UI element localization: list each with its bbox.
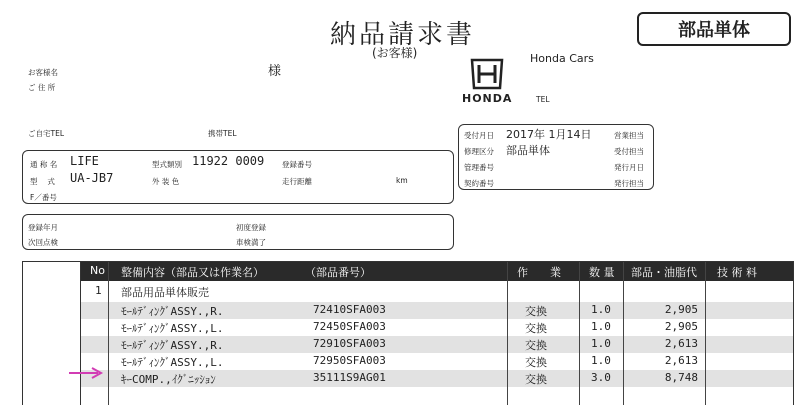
issue-date-label: 発行月日 [614,163,644,172]
mgmt-label: 管理番号 [464,163,494,172]
mileage-unit: km [396,176,408,185]
inspection-expiry-label: 車検満了 [236,238,266,247]
section-no: 1 [95,284,102,297]
item-price: 2,905 [664,303,698,316]
mileage-label: 走行距離 [282,177,312,186]
table-row [81,302,793,319]
customer-address-label: ご 住 所 [28,83,56,92]
header-price: 部品・油脂代 [631,266,697,279]
item-part-no: 35111S9AG01 [313,371,386,384]
table-header [81,262,793,281]
document-title: 納品請求書 [330,20,476,50]
issuer-label: 発行担当 [614,179,644,188]
table-row [81,319,793,336]
item-name: ﾓｰﾙﾃﾞｨﾝｸﾞASSY.,L. [121,322,224,335]
item-qty: 3.0 [591,371,611,384]
item-name: ﾓｰﾙﾃﾞｨﾝｸﾞASSY.,L. [121,356,224,369]
item-part-no: 72910SFA003 [313,337,386,350]
category-badge: 部品単体 [637,12,791,46]
honorific: 様 [268,64,282,79]
item-name: ﾓｰﾙﾃﾞｨﾝｸﾞASSY.,R. [121,305,224,318]
frame-no-label: F／番号 [30,193,57,202]
customer-name-label: お客様名 [28,68,58,77]
item-work: 交換 [525,356,547,369]
table-left-margin [22,261,80,405]
type-category-label: 型式類別 [152,160,182,169]
received-value: 2017年 1月14日 [506,128,592,141]
item-qty: 1.0 [591,320,611,333]
type-value: UA-JB7 [70,171,114,185]
item-price: 2,613 [664,337,698,350]
item-qty: 1.0 [591,337,611,350]
document-subtitle: (お客様) [372,46,418,60]
received-label: 受付月日 [464,131,494,140]
col-divider [623,262,624,405]
type-category-value: 11922 0009 [192,154,265,168]
table-row [81,387,793,404]
item-part-no: 72450SFA003 [313,320,386,333]
item-work: 交換 [525,322,547,335]
item-price: 2,613 [664,354,698,367]
item-work: 交換 [525,305,547,318]
next-inspection-label: 次回点検 [28,238,58,247]
table-row [81,370,793,387]
category-value: 部品単体 [506,144,550,157]
item-qty: 1.0 [591,354,611,367]
table-row [81,353,793,370]
arrow-right-icon [68,366,104,380]
item-qty: 1.0 [591,303,611,316]
reg-no-label: 登録番号 [282,160,312,169]
col-divider [579,262,580,405]
honda-wordmark: HONDA [462,92,513,105]
mobile-tel-label: 携帯TEL [208,129,237,138]
col-divider [108,262,109,405]
col-divider [705,262,706,405]
first-reg-label: 初度登録 [236,223,266,232]
home-tel-label: ご自宅TEL [28,129,64,138]
header-no: No [90,264,105,277]
contract-label: 契約番号 [464,179,494,188]
sales-label: 営業担当 [614,131,644,140]
dealer-tel-label: TEL [536,95,550,104]
item-name: ｷｰCOMP.,ｲｸﾞﾆｯｼｮﾝ [121,373,216,386]
item-work: 交換 [525,339,547,352]
items-table [80,261,794,405]
item-name: ﾓｰﾙﾃﾞｨﾝｸﾞASSY.,R. [121,339,224,352]
model-name-value: LIFE [70,154,99,168]
model-name-label: 通 称 名 [30,160,58,169]
header-part-no: （部品番号） [305,266,371,279]
item-price: 8,748 [664,371,698,384]
table-row [81,336,793,353]
type-label: 型 式 [30,177,55,186]
header-work: 作 業 [517,266,561,279]
honda-logo-icon [468,58,506,90]
item-work: 交換 [525,373,547,386]
category-label: 修理区分 [464,147,494,156]
item-part-no: 72950SFA003 [313,354,386,367]
color-label: 外 装 色 [152,177,180,186]
header-content: 整備内容（部品又は作業名） [121,266,264,279]
header-tech-fee: 技 術 料 [717,266,757,279]
section-title: 部品用品単体販売 [121,286,209,299]
reception-label: 受付担当 [614,147,644,156]
dealer-name: Honda Cars [530,52,594,65]
item-part-no: 72410SFA003 [313,303,386,316]
item-price: 2,905 [664,320,698,333]
col-divider [507,262,508,405]
reg-date-label: 登録年月 [28,223,58,232]
header-qty: 数 量 [589,266,615,279]
table-section-row [81,283,793,300]
